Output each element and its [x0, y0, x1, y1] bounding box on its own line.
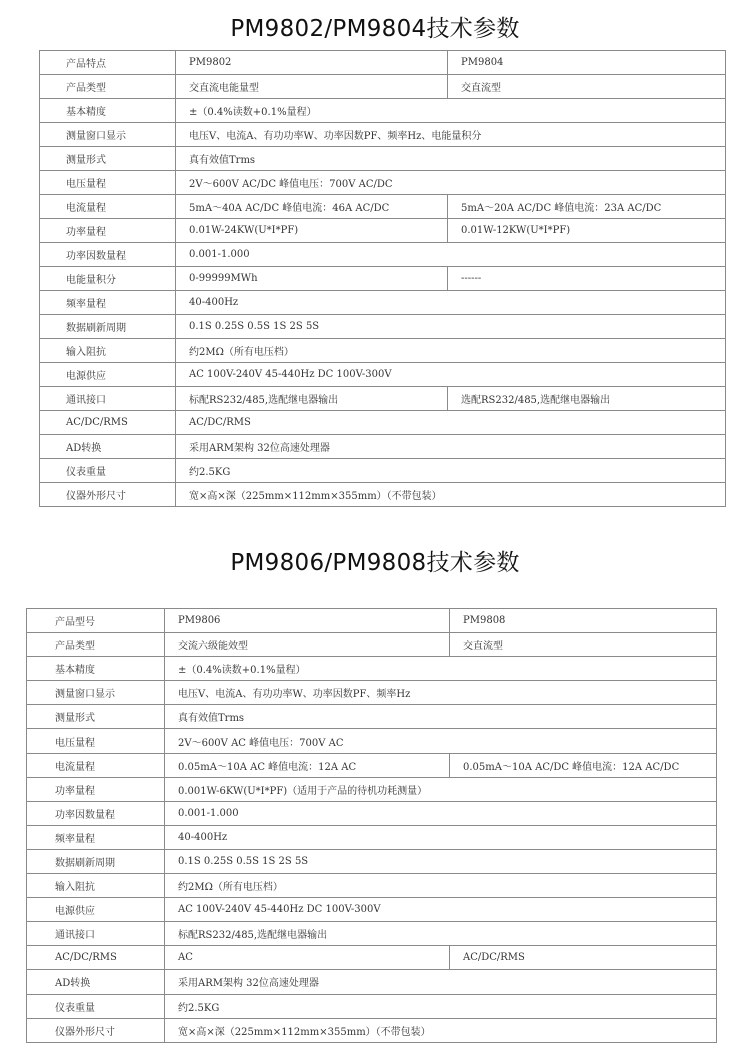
table-row: [40, 387, 726, 411]
param-value: 0.001-1.000: [165, 801, 717, 825]
param-label: 通讯接口: [40, 387, 176, 411]
table-row: [27, 777, 717, 801]
table-row: [40, 411, 726, 435]
spec-table-pm9806-pm9808: [26, 608, 717, 1043]
param-value-model-b: 选配RS232/485,选配继电器输出: [448, 387, 726, 411]
param-value-model-b: 0.05mA～10A AC/DC 峰值电流：12A AC/DC: [450, 753, 717, 777]
table-row: [40, 291, 726, 315]
param-value: 0.1S 0.25S 0.5S 1S 2S 5S: [176, 315, 726, 339]
param-value: 采用ARM架构 32位高速处理器: [165, 970, 717, 994]
param-value-model-a: 标配RS232/485,选配继电器输出: [176, 387, 448, 411]
param-label: 仪器外形尺寸: [27, 1018, 165, 1042]
param-label: 测量形式: [40, 147, 176, 171]
param-value: 宽×高×深（225mm×112mm×355mm）（不带包装）: [165, 1018, 717, 1042]
param-value-model-a: 0-99999MWh: [176, 267, 448, 291]
param-value-model-b: 交直流型: [450, 633, 717, 657]
param-value: 40-400Hz: [165, 825, 717, 849]
param-value: 宽×高×深（225mm×112mm×355mm）（不带包装）: [176, 483, 726, 507]
param-value-model-b: 0.01W-12KW(U*I*PF): [448, 219, 726, 243]
spec-table-pm9802-pm9804: [39, 50, 726, 507]
param-value: 电压V、电流A、有功功率W、功率因数PF、频率Hz、电能量积分: [176, 123, 726, 147]
param-label: 数据刷新周期: [27, 849, 165, 873]
table-row: [40, 123, 726, 147]
table-row: [27, 825, 717, 849]
param-value-model-a: 交直流电能量型: [176, 75, 448, 99]
param-value: AC 100V-240V 45-440Hz DC 100V-300V: [176, 363, 726, 387]
param-label: 电流量程: [27, 753, 165, 777]
table-row: [40, 171, 726, 195]
param-label: 数据刷新周期: [40, 315, 176, 339]
param-value: 约2.5KG: [176, 459, 726, 483]
table-row: [40, 99, 726, 123]
param-value: 真有效值Trms: [165, 705, 717, 729]
param-value: 2V～600V AC 峰值电压：700V AC: [165, 729, 717, 753]
param-label: 产品类型: [40, 75, 176, 99]
param-value: 约2MΩ（所有电压档）: [176, 339, 726, 363]
table-row: [27, 801, 717, 825]
param-label: 测量形式: [27, 705, 165, 729]
param-label: 电能量积分: [40, 267, 176, 291]
param-label: 电流量程: [40, 195, 176, 219]
param-value: AC 100V-240V 45-440Hz DC 100V-300V: [165, 898, 717, 922]
param-label: 频率量程: [40, 291, 176, 315]
param-value: 2V～600V AC/DC 峰值电压：700V AC/DC: [176, 171, 726, 195]
param-value: AC/DC/RMS: [176, 411, 726, 435]
param-label: 产品特点: [40, 51, 176, 75]
table-row: [40, 435, 726, 459]
param-value: 采用ARM架构 32位高速处理器: [176, 435, 726, 459]
param-label: 功率量程: [40, 219, 176, 243]
table-row: [40, 339, 726, 363]
table-row: [40, 195, 726, 219]
param-label: 电压量程: [27, 729, 165, 753]
param-label: 仪表重量: [40, 459, 176, 483]
param-value: 标配RS232/485,选配继电器输出: [165, 922, 717, 946]
param-value: 40-400Hz: [176, 291, 726, 315]
table-row: [40, 243, 726, 267]
param-label: 产品类型: [27, 633, 165, 657]
table-row: [40, 315, 726, 339]
table-row: [27, 705, 717, 729]
param-value-model-a: 5mA～40A AC/DC 峰值电流：46A AC/DC: [176, 195, 448, 219]
param-label: 仪表重量: [27, 994, 165, 1018]
param-value: 电压V、电流A、有功功率W、功率因数PF、频率Hz: [165, 681, 717, 705]
param-value: 0.001W-6KW(U*I*PF)（适用于产品的待机功耗测量）: [165, 777, 717, 801]
param-value-model-b: 5mA～20A AC/DC 峰值电流：23A AC/DC: [448, 195, 726, 219]
table-row: [40, 363, 726, 387]
table-row: [27, 657, 717, 681]
table-row: [40, 459, 726, 483]
table-row: [27, 753, 717, 777]
param-value-model-b: 交直流型: [448, 75, 726, 99]
param-label: 输入阻抗: [40, 339, 176, 363]
table-row: [40, 75, 726, 99]
param-label: 频率量程: [27, 825, 165, 849]
param-label: AC/DC/RMS: [40, 411, 176, 435]
param-label: AC/DC/RMS: [27, 946, 165, 970]
param-value-model-b: PM9804: [448, 51, 726, 75]
param-value-model-a: AC: [165, 946, 450, 970]
table-row: [40, 219, 726, 243]
table-row: [40, 267, 726, 291]
table-row: [40, 51, 726, 75]
param-value: 约2.5KG: [165, 994, 717, 1018]
param-label: 电压量程: [40, 171, 176, 195]
param-value-model-a: 0.05mA～10A AC 峰值电流：12A AC: [165, 753, 450, 777]
param-label: 功率因数量程: [40, 243, 176, 267]
table-row: [27, 633, 717, 657]
table-row: [40, 483, 726, 507]
table-row: [27, 609, 717, 633]
param-label: 电源供应: [27, 898, 165, 922]
param-label: 输入阻抗: [27, 874, 165, 898]
param-label: 测量窗口显示: [40, 123, 176, 147]
param-value-model-a: PM9806: [165, 609, 450, 633]
param-value: ±（0.4%读数+0.1%量程）: [165, 657, 717, 681]
param-label: AD转换: [27, 970, 165, 994]
param-value: 约2MΩ（所有电压档）: [165, 874, 717, 898]
spec-title-pm9806-pm9808: PM9806/PM9808技术参数: [230, 550, 520, 576]
table-row: [27, 994, 717, 1018]
param-label: 基本精度: [27, 657, 165, 681]
table-row: [40, 147, 726, 171]
table-row: [27, 922, 717, 946]
table-row: [27, 681, 717, 705]
table-row: [27, 970, 717, 994]
param-value: 真有效值Trms: [176, 147, 726, 171]
param-value-model-b: PM9808: [450, 609, 717, 633]
param-value: 0.001-1.000: [176, 243, 726, 267]
table-row: [27, 849, 717, 873]
param-label: 功率量程: [27, 777, 165, 801]
param-value: ±（0.4%读数+0.1%量程）: [176, 99, 726, 123]
table-row: [27, 898, 717, 922]
param-label: AD转换: [40, 435, 176, 459]
table-row: [27, 874, 717, 898]
param-label: 电源供应: [40, 363, 176, 387]
param-label: 测量窗口显示: [27, 681, 165, 705]
param-value-model-b: ------: [448, 267, 726, 291]
param-label: 基本精度: [40, 99, 176, 123]
param-label: 产品型号: [27, 609, 165, 633]
param-value-model-a: 交流六级能效型: [165, 633, 450, 657]
param-label: 仪器外形尺寸: [40, 483, 176, 507]
table-row: [27, 729, 717, 753]
param-value: 0.1S 0.25S 0.5S 1S 2S 5S: [165, 849, 717, 873]
param-value-model-b: AC/DC/RMS: [450, 946, 717, 970]
param-label: 通讯接口: [27, 922, 165, 946]
table-row: [27, 946, 717, 970]
param-label: 功率因数量程: [27, 801, 165, 825]
param-value-model-a: PM9802: [176, 51, 448, 75]
table-row: [27, 1018, 717, 1042]
param-value-model-a: 0.01W-24KW(U*I*PF): [176, 219, 448, 243]
spec-title-pm9802-pm9804: PM9802/PM9804技术参数: [230, 16, 520, 42]
